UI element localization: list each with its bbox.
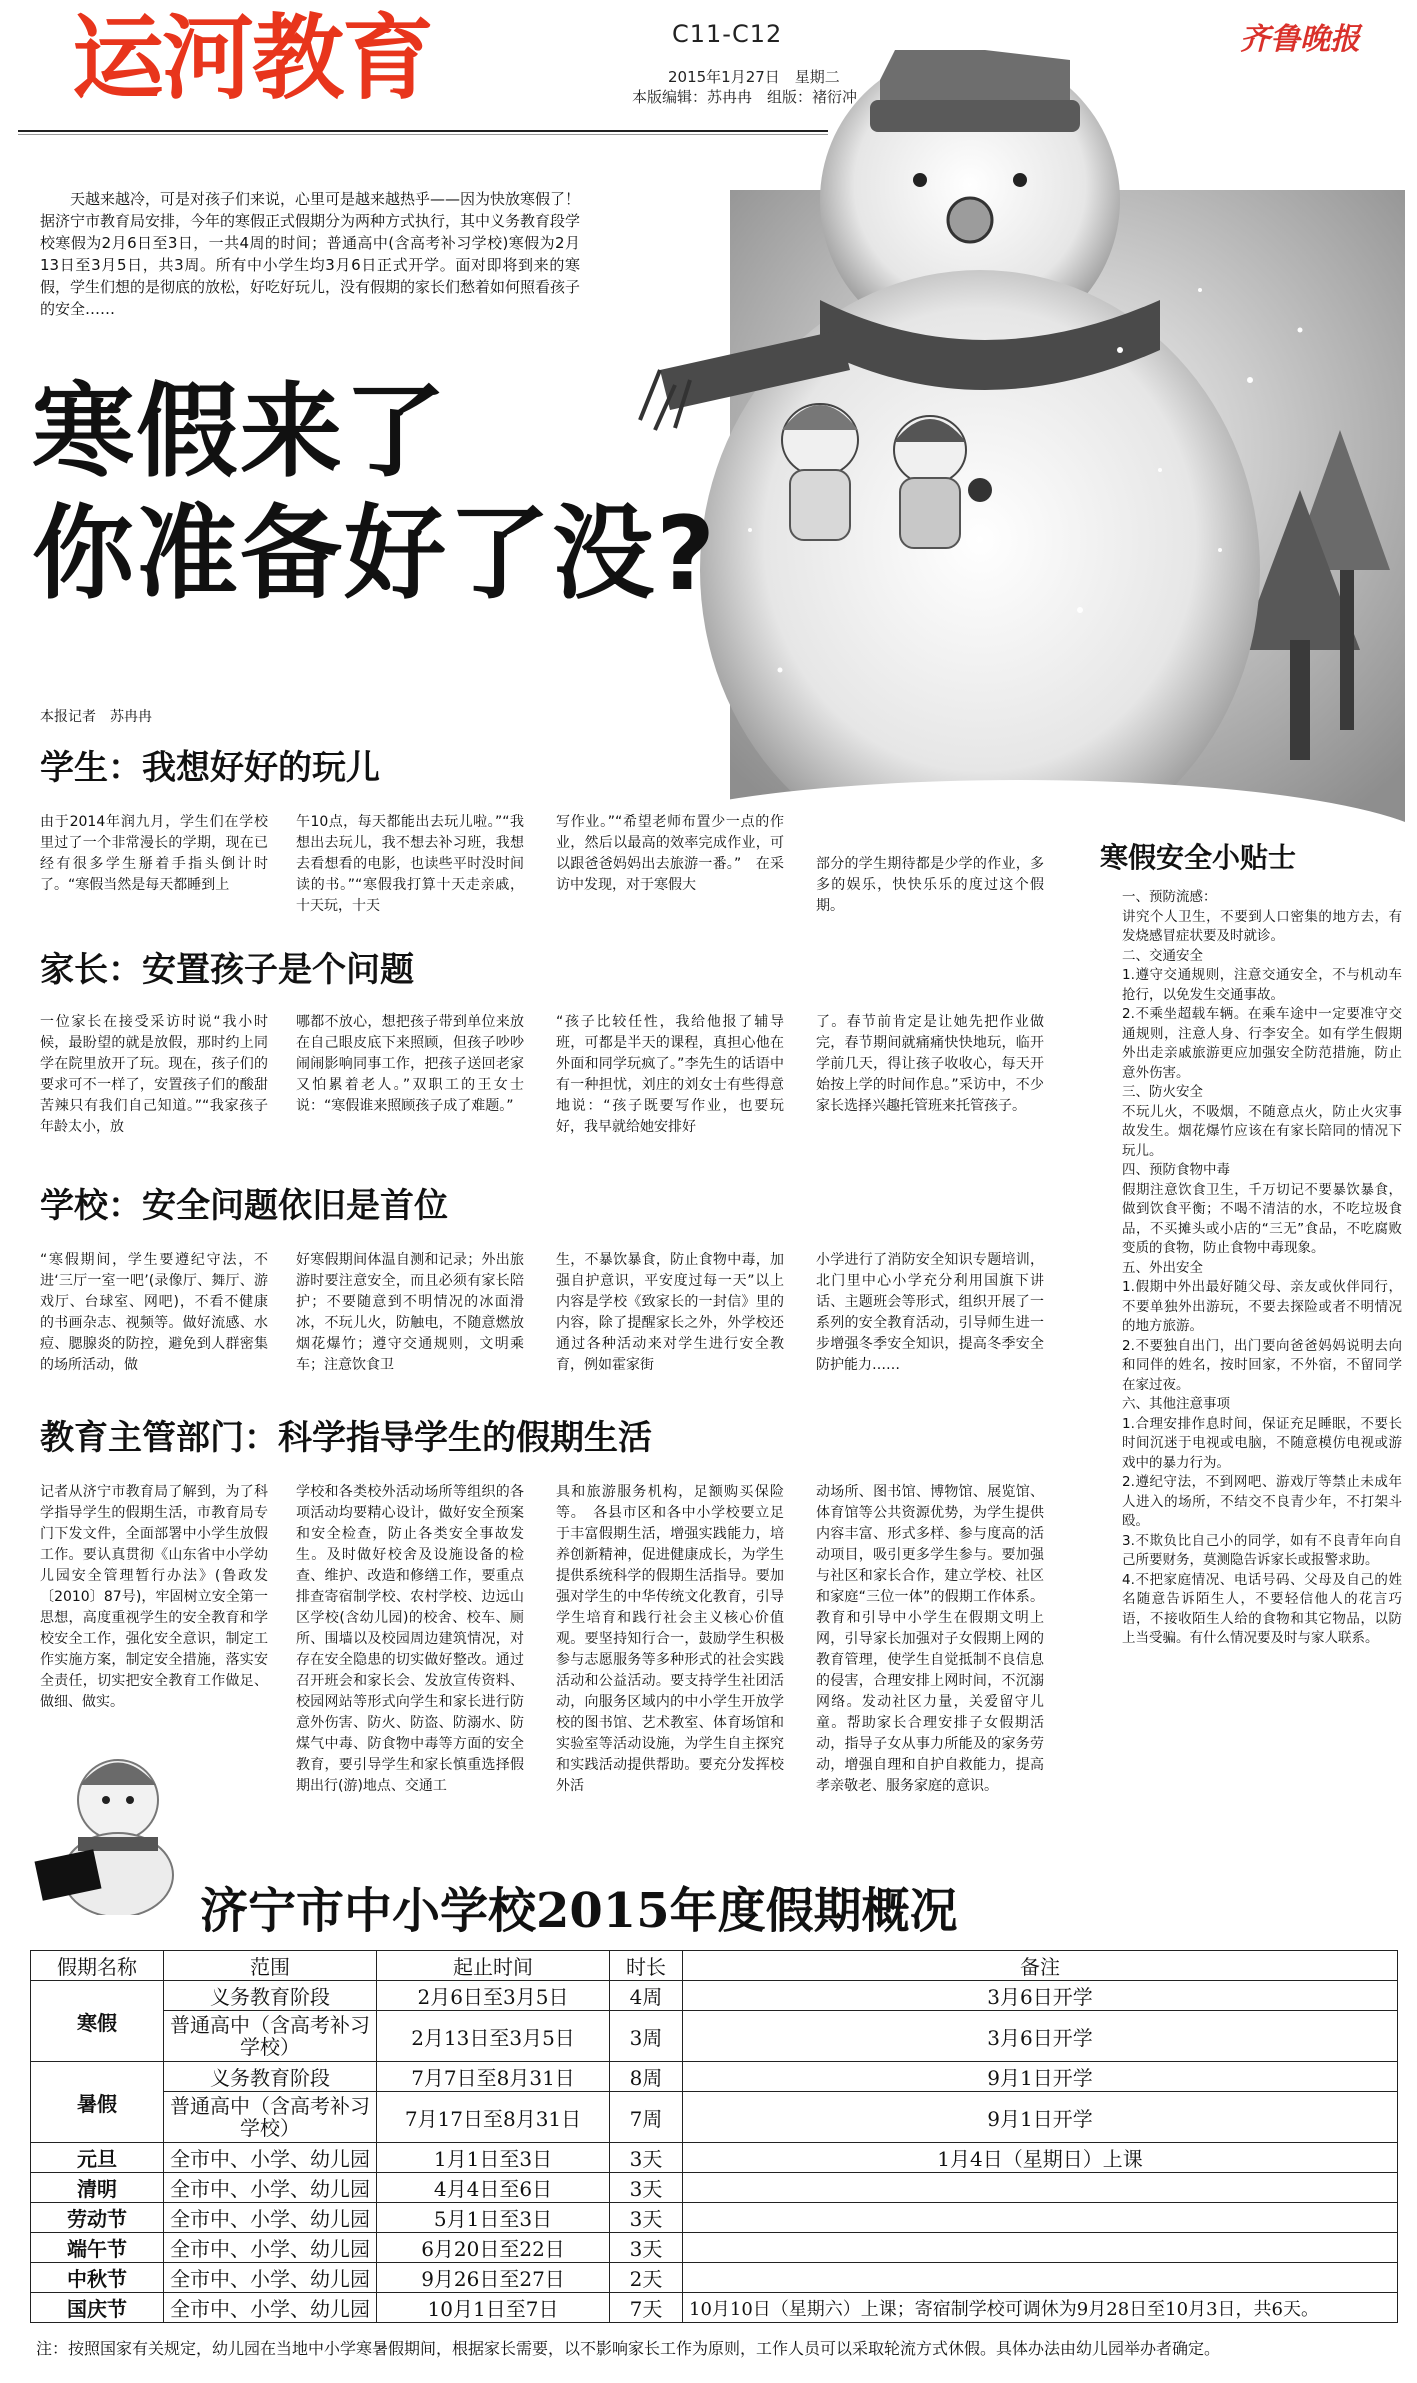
- cell-scope: 义务教育阶段: [164, 2062, 377, 2092]
- tips-para: 假期注意饮食卫生，千万切记不要暴饮暴食，做到饮食平衡；不喝不清洁的水，不吃垃圾食品，不买摊头或小店的“三无”食品，不吃腐败变质的食物，防止食物中毒现象。: [1122, 1181, 1402, 1256]
- cell-note: [683, 2233, 1398, 2263]
- editor-credits: 本版编辑：苏冉冉 组版：褚衍冲: [632, 88, 858, 106]
- section-schools-col1: “寒假期间，学生要遵纪守法，不进‘三厅一室一吧’(录像厅、舞厅、游戏厅、台球室、网吧)，不看不健康的书画杂志、视频等。做好流感、水痘、腮腺炎的防控，避免到人群密集的场所活动，做: [40, 1252, 268, 1373]
- tips-para: 4.不把家庭情况、电话号码、父母及自己的姓名随意告诉陌生人，不要轻信他人的花言巧语，不接收陌生人给的食物和其它物品，以防上当受骗。有什么情况要及时与家人联系。: [1122, 1571, 1402, 1646]
- table-row: [31, 2263, 1398, 2293]
- cell-scope: 全市中、小学、幼儿园: [164, 2203, 377, 2233]
- section-parents-col3: “孩子比较任性，我给他报了辅导班，可都是半天的课程，真担心他在外面和同学玩疯了。”李先生的话语中有一种担忧，刘庄的刘女士有些得意地说：“孩子既要写作业，也要玩好，我早就给她安排好: [556, 1014, 784, 1135]
- cell-time: 10月1日至7日: [377, 2293, 610, 2323]
- tips-para: 2.遵纪守法，不到网吧、游戏厅等禁止未成年人进入的场所，不结交不良青少年，不打架斗殴。: [1122, 1474, 1402, 1529]
- cell-name: 国庆节: [31, 2293, 164, 2323]
- tips-para: 五、外出安全: [1122, 1259, 1203, 1276]
- tips-para: 一、预防流感：: [1122, 889, 1217, 905]
- cell-name: 劳动节: [31, 2203, 164, 2233]
- cell-duration: 3天: [610, 2143, 683, 2173]
- cell-scope: 全市中、小学、幼儿园: [164, 2143, 377, 2173]
- cell-duration: 4周: [610, 1981, 683, 2011]
- cell-time: 4月4日至6日: [377, 2173, 610, 2203]
- tips-para: 2.不乘坐超载车辆。在乘车途中一定要准守交通规则，注意人身、行李安全。如有学生假期外出走亲戚旅游更应加强安全防范措施，防止意外伤害。: [1122, 1006, 1402, 1081]
- vacation-table: [30, 1950, 1398, 2323]
- tips-body: [1122, 888, 1402, 1649]
- cell-time: 2月13日至3月5日: [377, 2011, 610, 2062]
- cell-name: 中秋节: [31, 2263, 164, 2293]
- tips-para: 1.合理安排作息时间，保证充足睡眠，不要长时间沉迷于电视或电脑，不随意模仿电视或游戏中的暴力行为。: [1122, 1415, 1402, 1471]
- table-row: [31, 2062, 1398, 2092]
- cell-duration: 7周: [610, 2092, 683, 2143]
- section-authority-col2: 学校和各类校外活动场所等组织的各项活动均要精心设计，做好安全预案和安全检查，防止各类安全事故发生。及时做好校舍及设施设备的检查、维护、改造和修缮工作，要重点排查寄宿制学校、农村学校、边远山区学校(含幼儿园)的校舍、校车、厕所、围墙以及校园周边建筑情况，对存在安全隐患的切实做好整改。通过召开班会和家长会、发放宣传资料、校园网站等形式向学生和家长进行防意外伤害、防火、防盗、防溺水、防煤气中毒、防食物中毒等方面的安全教育，要引导学生和家长慎重选择假期出行(游)地点、交通工: [296, 1484, 524, 1794]
- tips-title: 寒假安全小贴士: [1100, 841, 1297, 874]
- cell-scope: 义务教育阶段: [164, 1981, 377, 2011]
- section-heading-authority: 教育主管部门：科学指导学生的假期生活: [40, 1418, 652, 1458]
- table-row: [31, 2173, 1398, 2203]
- footnote: 注：按照国家有关规定，幼儿园在当地中小学寒暑假期间，根据家长需要，以不影响家长工作为原则，工作人员可以采取轮流方式休假。具体办法由幼儿园举办者确定。: [36, 2339, 1221, 2358]
- snowman-icon: [28, 1745, 188, 1915]
- header-name: 假期名称: [31, 1951, 164, 1981]
- section-heading-students: 学生：我想好好的玩儿: [40, 748, 380, 788]
- cell-duration: 3天: [610, 2233, 683, 2263]
- cell-time: 1月1日至3日: [377, 2143, 610, 2173]
- table-row: [31, 2203, 1398, 2233]
- cell-note: [683, 2173, 1398, 2203]
- tips-para: 二、交通安全: [1122, 947, 1203, 964]
- cell-scope: 全市中、小学、幼儿园: [164, 2173, 377, 2203]
- cell-time: 7月17日至8月31日: [377, 2092, 610, 2143]
- cell-name: 暑假: [31, 2062, 164, 2143]
- cell-scope: 全市中、小学、幼儿园: [164, 2293, 377, 2323]
- section-schools-col3: 生，不暴饮暴食，防止食物中毒，加强自护意识，平安度过每一天”以上内容是学校《致家长的一封信》里的内容，除了提醒家长之外，外学校还通过各种活动来对学生进行安全教育，例如霍家街: [556, 1252, 784, 1373]
- cell-scope: 全市中、小学、幼儿园: [164, 2233, 377, 2263]
- tips-para: 六、其他注意事项: [1122, 1396, 1230, 1412]
- table-row: [31, 2233, 1398, 2263]
- table-header-row: [31, 1951, 1398, 1981]
- section-schools-col4: 小学进行了消防安全知识专题培训，北门里中心小学充分利用国旗下讲话、主题班会等形式，组织开展了一系列的安全教育活动，引导师生进一步增强冬季安全知识，提高冬季安全防护能力……: [816, 1252, 1044, 1373]
- section-heading-parents: 家长：安置孩子是个问题: [40, 950, 414, 990]
- cell-name: 元旦: [31, 2143, 164, 2173]
- cell-duration: 3天: [610, 2173, 683, 2203]
- cell-note: 1月4日（星期日）上课: [683, 2143, 1398, 2173]
- table-row: [31, 2011, 1398, 2062]
- cell-note: 10月10日（星期六）上课；寄宿制学校可调休为9月28日至10月3日，共6天。: [683, 2293, 1398, 2323]
- section-authority-col1: 记者从济宁市教育局了解到，为了科学指导学生的假期生活，市教育局专门下发文件，全面部署中小学生放假工作。要认真贯彻《山东省中小学幼儿园安全管理暂行办法》(鲁政发〔2010〕87号)，牢固树立安全第一思想，高度重视学生的安全教育和学校安全工作，强化安全意识，制定工作实施方案，制定安全措施，落实安全责任，切实把安全教育工作做足、做细、做实。: [40, 1484, 268, 1710]
- tips-para: 1.遵守交通规则，注意交通安全，不与机动车抢行，以免发生交通事故。: [1122, 967, 1402, 1003]
- section-schools-col2: 好寒假期间体温自测和记录；外出旅游时要注意安全，而且必须有家长陪护；不要随意到不明情况的冰面滑冰，不玩儿火，防触电，不随意燃放烟花爆竹；遵守交通规则，文明乘车；注意饮食卫: [296, 1252, 524, 1373]
- tips-para: 1.假期中外出最好随父母、亲友或伙伴同行，不要单独外出游玩，不要去探险或者不明情况的地方旅游。: [1122, 1279, 1402, 1334]
- section-students-col4: 部分的学生期待都是少学的作业，多多的娱乐，快快乐乐的度过这个假期。: [816, 856, 1044, 914]
- cell-time: 9月26日至27日: [377, 2263, 610, 2293]
- table-row: [31, 1981, 1398, 2011]
- cell-name: 清明: [31, 2173, 164, 2203]
- header-duration: 时长: [610, 1951, 683, 1981]
- section-students-col2: 午10点，每天都能出去玩儿啦。”“我想出去玩儿，我不想去补习班，我想去看想看的电影，也读些平时没时间读的书。”“寒假我打算十天走亲戚，十天玩，十天: [296, 814, 524, 914]
- section-authority-col4: 动场所、图书馆、博物馆、展览馆、体育馆等公共资源优势，为学生提供内容丰富、形式多样、参与度高的活动项目，吸引更多学生参与。要加强与社区和家长合作，建立学校、社区和家庭“三位一体”的假期工作体系。教育和引导中小学生在假期文明上网，引导家长加强对子女假期上网的教育管理，使学生自觉抵制不良信息的侵害，合理安排上网时间，不沉溺网络。发动社区力量，关爱留守儿童。帮助家长合理安排子女假期活动，指导子女从事力所能及的家务劳动，增强自理和自护自救能力，提高孝亲敬老、服务家庭的意识。: [816, 1484, 1044, 1794]
- cell-note: 3月6日开学: [683, 1981, 1398, 2011]
- cell-time: 2月6日至3月5日: [377, 1981, 610, 2011]
- cell-note: 9月1日开学: [683, 2062, 1398, 2092]
- issue-date: 2015年1月27日 星期二: [668, 68, 840, 86]
- header-time: 起止时间: [377, 1951, 610, 1981]
- section-parents-col1: 一位家长在接受采访时说“我小时候，最盼望的就是放假，那时约上同学在院里放开了玩。现在，孩子们的要求可不一样了，安置孩子们的酸甜苦辣只有我们自己知道。”“我家孩子年龄太小，放: [40, 1014, 268, 1135]
- byline: 本报记者 苏冉冉: [40, 709, 152, 725]
- cell-duration: 7天: [610, 2293, 683, 2323]
- headline-line1: 寒假来了: [32, 373, 448, 492]
- cell-name: 端午节: [31, 2233, 164, 2263]
- tips-para: 3.不欺负比自己小的同学，如有不良青年向自己所要财务，莫测隐告诉家长或报警求助。: [1122, 1532, 1402, 1568]
- cell-note: 9月1日开学: [683, 2092, 1398, 2143]
- cell-scope: 普通高中（含高考补习学校）: [164, 2092, 377, 2143]
- cell-duration: 2天: [610, 2263, 683, 2293]
- intro-paragraph: 天越来越冷，可是对孩子们来说，心里可是越来越热乎——因为快放寒假了！据济宁市教育局安排，今年的寒假正式假期分为两种方式执行，其中义务教育段学校寒假为2月6日至3日，一共4周的时间；普通高中(含高考补习学校)寒假为2月13日至3月5日，共3周。所有中小学生均3月6日正式开学。面对即将到来的寒假，学生们想的是彻底的放松，好吃好玩儿，没有假期的家长们愁着如何照看孩子的安全……: [40, 190, 581, 318]
- table-row: [31, 2143, 1398, 2173]
- page-numbers: C11-C12: [672, 20, 783, 48]
- tips-para: 2.不要独自出门，出门要向爸爸妈妈说明去向和同伴的姓名，按时回家，不外宿，不留同学在家过夜。: [1122, 1337, 1402, 1393]
- header-scope: 范围: [164, 1951, 377, 1981]
- cell-note: [683, 2203, 1398, 2233]
- section-authority-col3: 具和旅游服务机构，足额购买保险等。 各县市区和各中小学校要立足于丰富假期生活，增强实践能力，培养创新精神，促进健康成长，为学生提供系统科学的假期生活指导。要加强对学生的中华传统文化教育，引导学生培育和践行社会主义核心价值观。要坚持知行合一，鼓励学生积极参与志愿服务等多种形式的社会实践活动和公益活动。要支持学生社团活动，向服务区域内的中小学生开放学校的图书馆、艺术教室、体育场馆和实验室等活动设施，为学生自主探究和实践活动提供帮助。要充分发挥校外活: [556, 1484, 784, 1794]
- masthead-title: 运河教育: [72, 5, 433, 112]
- cell-name: 寒假: [31, 1981, 164, 2062]
- cell-time: 6月20日至22日: [377, 2233, 610, 2263]
- tips-para: 不玩儿火，不吸烟，不随意点火，防止火灾事故发生。烟花爆竹应该在有家长陪同的情况下玩儿。: [1122, 1103, 1402, 1159]
- cell-scope: 全市中、小学、幼儿园: [164, 2263, 377, 2293]
- cell-time: 5月1日至3日: [377, 2203, 610, 2233]
- section-parents-col2: 哪都不放心，想把孩子带到单位来放在自己眼皮底下来照顾，但孩子吵吵闹闹影响同事工作，把孩子送回老家又怕累着老人。”双职工的王女士说：“寒假谁来照顾孩子成了难题。”: [296, 1014, 524, 1114]
- section-parents-col4: 了。春节前肯定是让她先把作业做完，春节期间就痛痛快快地玩，临开学前几天，得让孩子收收心，每天开始按上学的时间作息。”采访中，不少家长选择兴趣托管班来托管孩子。: [816, 1014, 1044, 1114]
- table-row: [31, 2293, 1398, 2323]
- headline-line2: 你准备好了没?: [32, 495, 718, 614]
- tips-para: 讲究个人卫生，不要到人口密集的地方去，有发烧感冒症状要及时就诊。: [1122, 908, 1402, 944]
- cell-duration: 3天: [610, 2203, 683, 2233]
- newspaper-logo: 齐鲁晚报: [1240, 22, 1360, 57]
- table-title: 济宁市中小学校2015年度假期概况: [200, 1883, 958, 1939]
- section-students-col1: 由于2014年润九月，学生们在学校里过了一个非常漫长的学期，现在已经有很多学生掰着手指头倒计时了。“寒假当然是每天都睡到上: [40, 814, 268, 893]
- table-row: [31, 2092, 1398, 2143]
- cell-note: 3月6日开学: [683, 2011, 1398, 2062]
- section-students-col3: 写作业。”“希望老师布置少一点的作业，然后以最高的效率完成作业，可以跟爸爸妈妈出去旅游一番。” 在采访中发现，对于寒假大: [556, 814, 784, 893]
- cell-time: 7月7日至8月31日: [377, 2062, 610, 2092]
- section-heading-schools: 学校：安全问题依旧是首位: [40, 1186, 448, 1226]
- snowman-illustration: [600, 50, 1405, 880]
- header-note: 备注: [683, 1951, 1398, 1981]
- cell-duration: 8周: [610, 2062, 683, 2092]
- tips-para: 三、防火安全: [1122, 1084, 1203, 1100]
- cell-duration: 3周: [610, 2011, 683, 2062]
- tips-para: 四、预防食物中毒: [1122, 1162, 1230, 1178]
- cell-scope: 普通高中（含高考补习学校）: [164, 2011, 377, 2062]
- cell-note: [683, 2263, 1398, 2293]
